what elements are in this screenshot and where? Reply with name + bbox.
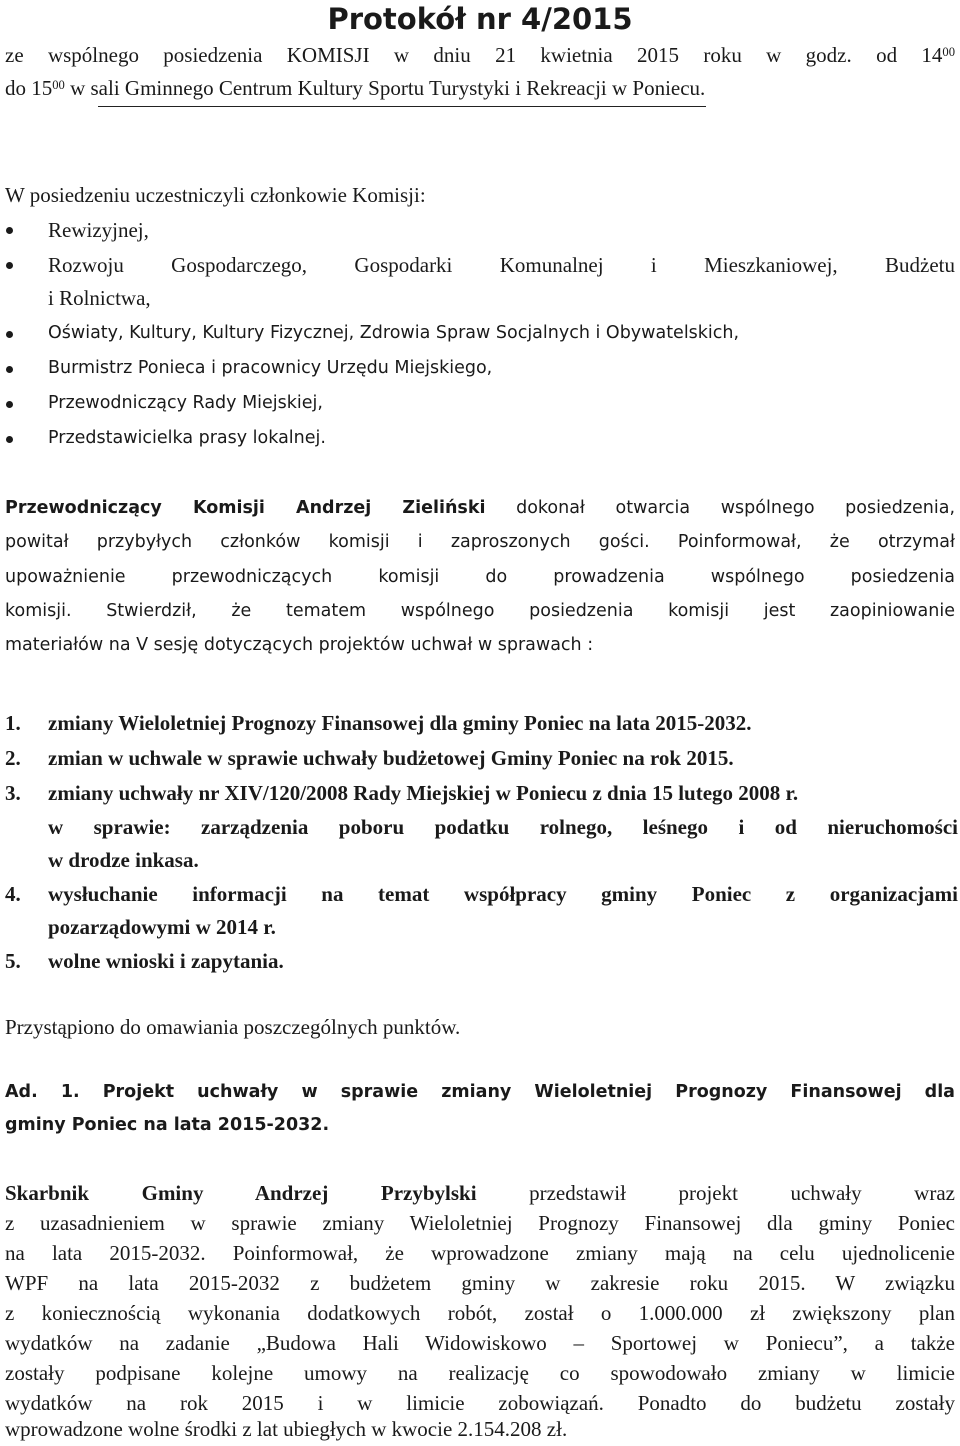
section-heading-ad1-continuation: gminy Poniec na lata 2015-2032. [5, 1115, 330, 1135]
opening-paragraph-line: materiałów na V sesję dotyczących projektów uchwał w sprawach : [5, 635, 594, 655]
agenda-item: zmiany Wieloletniej Prognozy Finansowej dla gminy Poniec na lata 2015-2032. [48, 711, 752, 735]
agenda-number: 4. [5, 882, 21, 906]
participant-item: Rozwoju Gospodarczego, Gospodarki Komunalnej i Mieszkaniowej, Budżetu [48, 253, 955, 277]
participant-item: Przedstawicielka prasy lokalnej. [48, 428, 326, 448]
agenda-item: zmiany uchwały nr XIV/120/2008 Rady Miejskiej w Poniecu z dnia 15 lutego 2008 r. [48, 781, 799, 805]
agenda-number: 3. [5, 781, 21, 805]
chairman-name: Przewodniczący Komisji Andrzej Zieliński [5, 498, 486, 518]
participant-item: Oświaty, Kultury, Kultury Fizycznej, Zdrowia Spraw Socjalnych i Obywatelskich, [48, 323, 740, 343]
bullet-icon [6, 262, 13, 269]
participant-item: Rewizyjnej, [48, 218, 149, 242]
agenda-item: wysłuchanie informacji na temat współpracy gminy Poniec z organizacjami [48, 882, 958, 906]
treasurer-paragraph-line: WPF na lata 2015-2032 z budżetem gminy w zakresie roku 2015. W związku [5, 1271, 955, 1295]
opening-paragraph-line: Przewodniczący Komisji Andrzej Zieliński dokonał otwarcia wspólnego posiedzenia, [5, 498, 955, 518]
treasurer-paragraph-line: wydatków na zadanie „Budowa Hali Widowiskowo – Sportowej w Poniecu”, a także [5, 1331, 955, 1355]
document-title: Protokół nr 4/2015 [327, 2, 633, 36]
agenda-item-continuation: pozarządowymi w 2014 r. [48, 915, 276, 939]
participants-heading: W posiedzeniu uczestniczyli członkowie Komisji: [5, 183, 426, 207]
proceed-sentence: Przystąpiono do omawiania poszczególnych punktów. [5, 1015, 461, 1039]
opening-paragraph-line: upoważnienie przewodniczących komisji do prowadzenia wspólnego posiedzenia [5, 567, 955, 587]
agenda-item-continuation: w drodze inkasa. [48, 848, 199, 872]
participant-item: Przewodniczący Rady Miejskiej, [48, 393, 323, 413]
opening-paragraph-line: powitał przybyłych członków komisji i zaproszonych gości. Poinformował, że otrzymał [5, 532, 955, 552]
treasurer-paragraph-line: Skarbnik Gminy Andrzej Przybylski przedstawił projekt uchwały wraz [5, 1181, 955, 1205]
treasurer-name: Skarbnik Gminy Andrzej Przybylski [5, 1181, 477, 1205]
agenda-number: 5. [5, 949, 21, 973]
section-heading-ad1: Ad. 1. Projekt uchwały w sprawie zmiany Wieloletniej Prognozy Finansowej dla [5, 1082, 955, 1102]
intro-line-2: do $15^{00}$ w sali Gminnego Centrum Kultury Sportu Turystyki i Rekreacji w Poniecu. [5, 76, 706, 100]
participant-item-continuation: i Rolnictwa, [48, 286, 151, 310]
bullet-icon [6, 366, 13, 373]
agenda-item: wolne wnioski i zapytania. [48, 949, 284, 973]
intro-line-1: ze wspólnego posiedzenia KOMISJI w dniu 21 kwietnia 2015 roku w godz. od $14^{00}$ [5, 43, 955, 67]
agenda-item-continuation: w sprawie: zarządzenia poboru podatku rolnego, leśnego i od nieruchomości [48, 815, 958, 839]
treasurer-paragraph-line: wprowadzone wolne środki z lat ubiegłych w kwocie 2.154.208 zł. [5, 1417, 568, 1441]
treasurer-paragraph-line: wydatków na rok 2015 i w limicie zobowiązań. Ponadto do budżetu zostały [5, 1391, 955, 1415]
agenda-item: zmian w uchwale w sprawie uchwały budżetowej Gminy Poniec na rok 2015. [48, 746, 734, 770]
agenda-number: 2. [5, 746, 21, 770]
participant-item: Burmistrz Ponieca i pracownicy Urzędu Miejskiego, [48, 358, 493, 378]
treasurer-paragraph-line: na lata 2015-2032. Poinformował, że wprowadzone zmiany mają na celu ujednolicenie [5, 1241, 955, 1265]
bullet-icon [6, 436, 13, 443]
bullet-icon [6, 401, 13, 408]
bullet-icon [6, 227, 13, 234]
bullet-icon [6, 331, 13, 338]
opening-paragraph-line: komisji. Stwierdził, że tematem wspólnego posiedzenia komisji jest zaopiniowanie [5, 601, 955, 621]
separator-rule [98, 106, 706, 107]
treasurer-paragraph-line: z koniecznością wykonania dodatkowych robót, został o 1.000.000 zł zwiększony plan [5, 1301, 955, 1325]
agenda-number: 1. [5, 711, 21, 735]
treasurer-paragraph-line: zostały podpisane kolejne umowy na realizację co spowodowało zmiany w limicie [5, 1361, 955, 1385]
treasurer-paragraph-line: z uzasadnieniem w sprawie zmiany Wieloletniej Prognozy Finansowej dla gminy Poniec [5, 1211, 955, 1235]
